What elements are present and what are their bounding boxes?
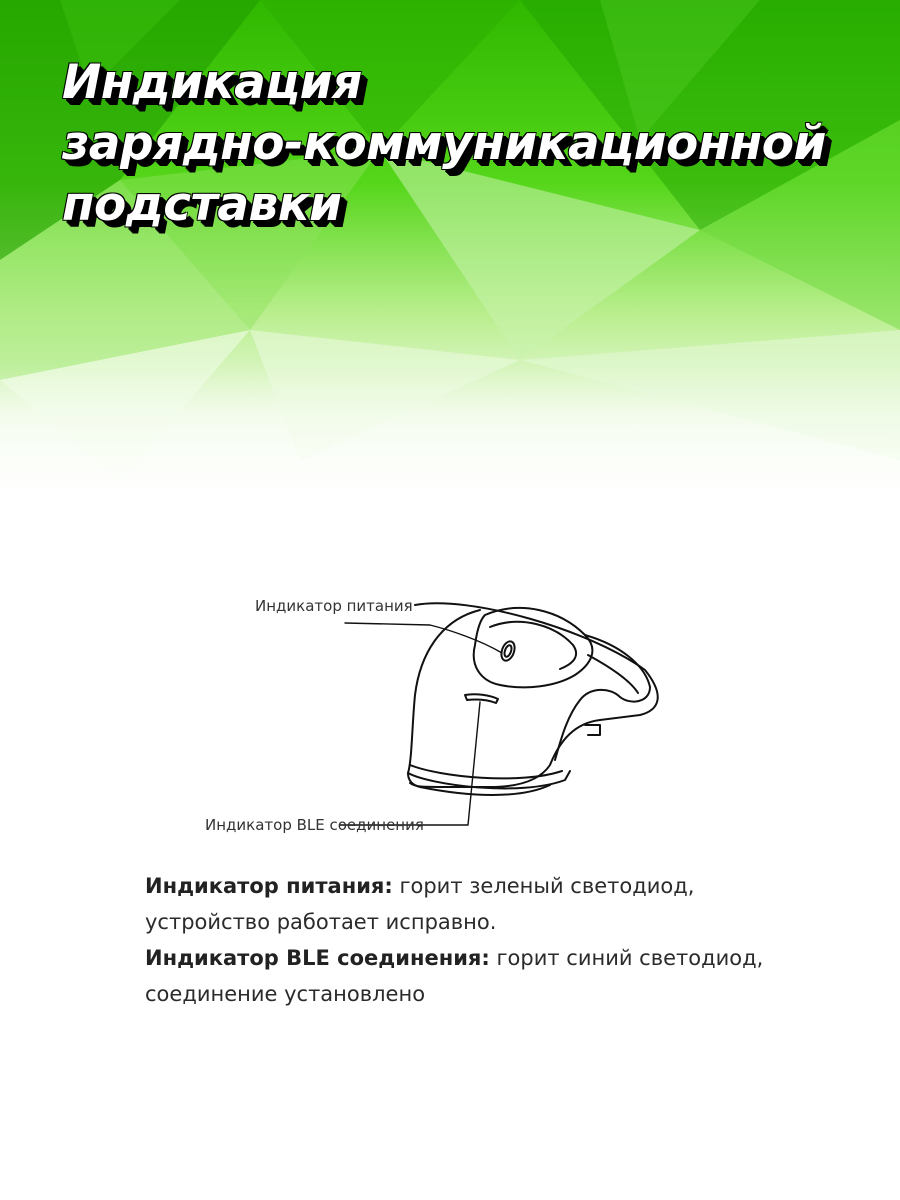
ble-indicator-description bbox=[145, 940, 765, 1012]
charging-stand-illustration bbox=[190, 575, 710, 850]
ble-indicator-callout: Индикатор BLE соединения bbox=[205, 816, 424, 834]
power-indicator-term: Индикатор питания: bbox=[145, 874, 393, 898]
indicator-description bbox=[145, 868, 765, 1012]
page-title bbox=[62, 52, 826, 235]
page-title-line-2: зарядно-коммуникационной bbox=[62, 116, 826, 171]
ble-indicator-text: горит синий светодиод, соединение установлено bbox=[145, 946, 764, 1006]
page-title-line-3: подставки bbox=[62, 177, 342, 232]
page-title-line-1: Индикация bbox=[62, 55, 362, 110]
header-banner bbox=[0, 0, 900, 520]
power-indicator-callout: Индикатор питания bbox=[255, 597, 413, 615]
ble-indicator-term: Индикатор BLE соединения: bbox=[145, 946, 490, 970]
power-indicator-text: горит зеленый светодиод, устройство работает исправно. bbox=[145, 874, 695, 934]
power-indicator-description bbox=[145, 868, 765, 940]
